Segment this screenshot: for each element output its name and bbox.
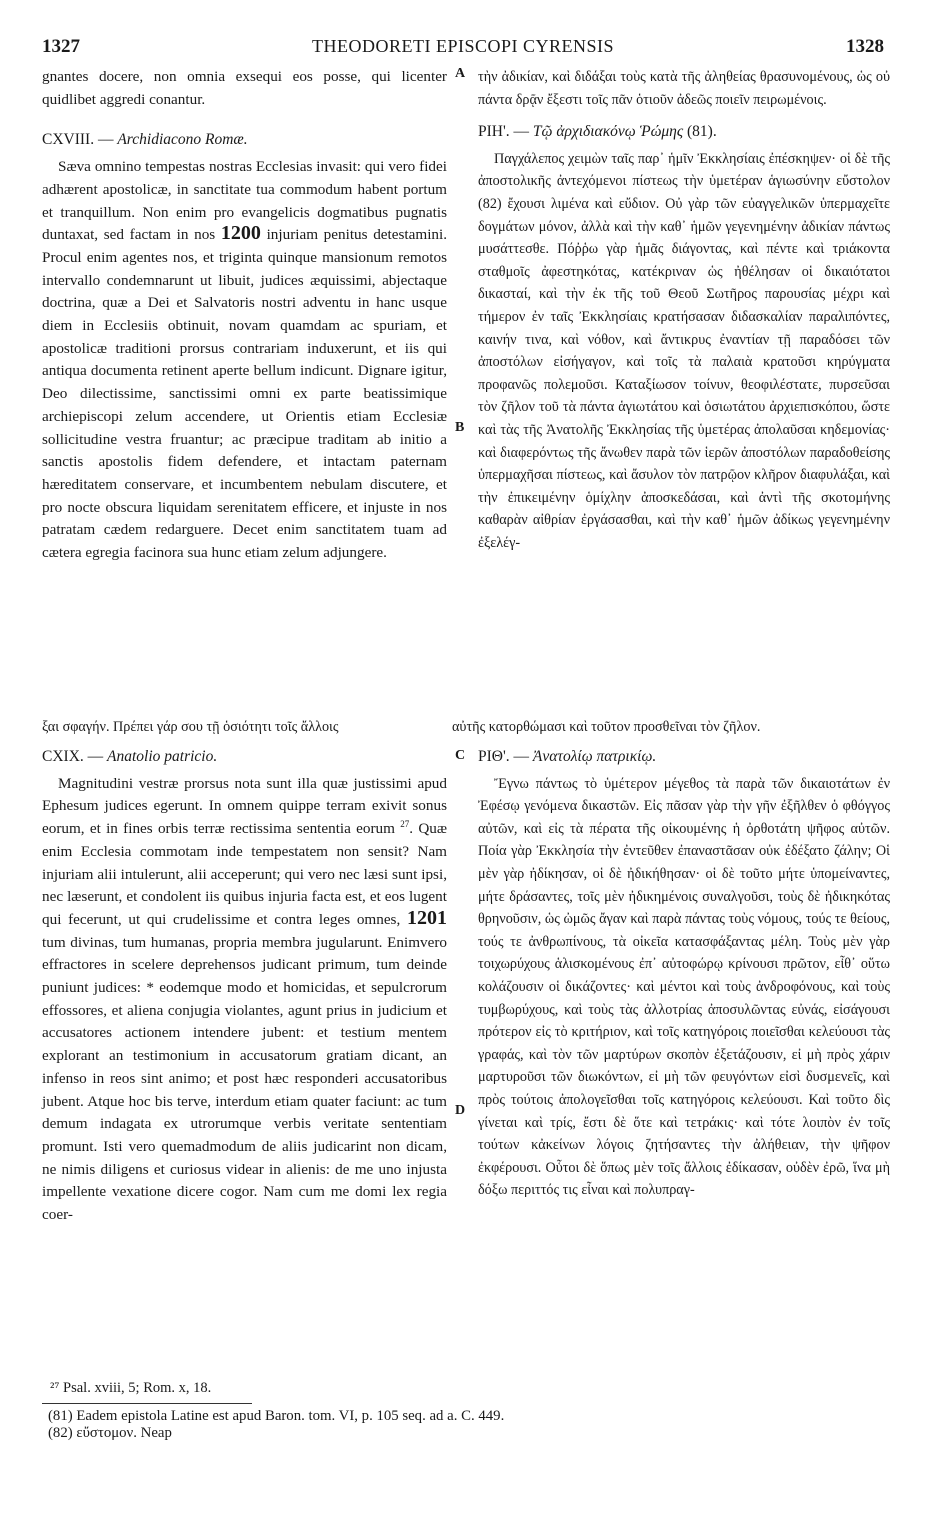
heading-number: CXVIII. —	[42, 131, 114, 149]
spill-right: αὐτῆς κατορθώμασι καὶ τοῦτον προσθεῖναι τὸν ζῆλον.	[452, 719, 761, 735]
latin-column	[42, 66, 447, 565]
footnote-82: (82) εὔστομον. Neap	[48, 1425, 172, 1441]
greek-column	[478, 66, 890, 554]
latin-heading-cxix	[42, 746, 447, 769]
greek-letter-rith: Ἔγνω πάντως τὸ ὑμέτερον μέγεθος τὰ παρὰ τῶν δικαιοτάτων ἐν Ἐφέσῳ γενόμενα δικαστῶν. Εἰς πᾶσαν γὰρ τὴν γῆν ἐξῆλθεν ὁ φθόγγος αὐτῶν, καὶ εἰς τὰ πέρατα τῆς οἰκουμένης ἡ ὀρθοτάτη ψῆφος αὐτῶν. Ποία γὰρ Ἐκκλησία τὴν ἐντεῦθεν ἐπαναστᾶσαν οὐκ ἐδέξατο ζάλην; Οἱ μὲν γὰρ ἠδίκησαν, οἱ δὲ ἠδικήθησαν· οἱ δὲ τοῦτο μήτε ὑπομείναντες, μήτε δράσαντες, τοῖς μὲν ἠδικημένοις συναλγοῦσι, τοὺς δὲ ἠδικηκότας θρηνοῦσιν, ὡς ὠμῶς ἄγαν καὶ παρὰ πάντας τοὺς νόμους, τούς τε θείους, τούς τε ἀνθρωπίνους, τὰ οἰκεῖα κατασφάξαντας μέλη. Τοὺς μὲν γὰρ τοιχωρύχους ἁλισκομένους ἐπ᾽ αὐτοφώρῳ κρίνουσι πρῶτον, εἶθ᾽ οὕτω κολάζουσιν οἱ δικάζοντες· καὶ μέντοι καὶ τοὺς ἀνδροφόνους, καὶ τοὺς τυμβωρύχους, καὶ τοὺς τὰς ἀλλοτρίας ἀποσυλῶντας εὐνάς, εἰσάγουσι πρότερον εἰς τὸ κριτήριον, καὶ τοῖς κατηγόροις ποιεῖσθαι κελεύουσι τὰς γραφάς, καὶ τὸν τῶν μαρτύρων σκοπὸν ἐξετάζουσιν, εἰ μὴ πρὸς χάριν μαρτυροῦσι τῶν διωκόντων, εἰ μὴ τῶν φευγόντων εἰσὶ δυσμενεῖς, καὶ πρὸς τούτοις ἀπολογεῖσθαι τοῖς κατηγόροις κελεύουσι. Καὶ τοῦτο δὶς γίνεται καὶ τρίς, ἔστι δὲ ὅτε καὶ τετράκις· καὶ τότε λοιπὸν ἐν τοῖς τούτων κἀκείνων λόγοις ζητήσαντες τὴν ἀλήθειαν, τὴν ψῆφον ἐκφέρουσι. Οὗτοι δὲ ὅπως μὲν τοῖς ἄλλοις ἐδίκασαν, οὐδὲν ἐρῶ, ἵνα μὴ δόξω περιττός τις εἶναι καὶ πολυπραγ-	[478, 775, 890, 1199]
greek-heading-rih	[478, 121, 890, 144]
margin-marker-a: A	[455, 66, 466, 81]
note-ref-27: 27	[400, 819, 410, 830]
footnotes	[48, 1408, 848, 1442]
column-number-1200: 1200	[220, 222, 261, 245]
text-run: Sæva omnino tempestas nostras Ecclesias invasit: qui vero fidei adhærent apostolicæ, in sanctitate tua commodum habent portum et tranquillum. Non enim pro evangelicis dogmatibus pugnatis duntaxat, sed factam in nos	[42, 158, 447, 244]
running-title: THEODORETI EPISCOPI CYRENSIS	[311, 36, 615, 56]
heading-title: Ἀνατολίῳ πατρικίῳ.	[532, 748, 657, 765]
page-number-right: 1328	[846, 36, 884, 57]
greek-letter-rih: Παγχάλεπος χειμὼν ταῖς παρ᾽ ἡμῖν Ἐκκλησίαις ἐπέσκηψεν· οἱ δὲ τῆς ἀποστολικῆς ἀντεχόμενοι πίστεως τὴν ὑμετέραν ἁγιωσύνην εὔστολον (82) ἔχουσι λιμένα καὶ εὔδιον. Οὐ γὰρ τῶν εὐαγγελικῶν ὑπερμαχεῖτε δογμάτων μόνον, ἀλλὰ καὶ τὴν καθ᾽ ἡμῶν γεγενημένην ἀδικίαν πάντως μυσάττεσθε. Πόῤῥω γὰρ ἡμᾶς διάγοντας, καὶ πέντε καὶ τριάκοντα σταθμοῖς ἀφεστηκότας, κατέκριναν ὡς ἠθέλησαν οἱ δικαιότατοι δικασταί, καὶ τὴν ἐκ τῆς τοῦ Θεοῦ Σωτῆρος παρουσίας μέχρι καὶ τήμερον ἐν ταῖς Ἐκκλησίαις κρατήσασαν διδασκαλίαν παραλιπόντες, καινήν τινα, καὶ νόθον, καὶ ἄντικρυς ἐναντίαν τῇ παραδόσει τῶν ἀποστόλων εἰσήγαγον, καὶ τοῖς τὰ παλαιὰ κρατοῦσι κηρύγματα προφανῶς πολεμοῦσι. Καταξίωσον τοίνυν, θεοφιλέστατε, πυρσεῦσαι τὸν ζῆλον τοῦ τὰ πάντα ἁγιωτάτου καὶ ὁσιωτάτου ἀρχιεπισκόπου, ὥστε καὶ τὰς τῆς Ἀνατολῆς Ἐκκλησίας τῆς ὑμετέρας ἀπολαῦσαι κηδεμονίας· καὶ διαφερόντως τῆς ἄνωθεν παρὰ τῶν ἱερῶν ἀποστόλων παραδοθείσης ὑπερμαχῆσαι πίστεως, καὶ ἄσυλον τὸν πατρῷον κλῆρον διαφυλάξαι, καὶ τὴν ἐπικειμένην ὁμίχλην ἀποσκεδάσαι, καὶ ἀντὶ τῆς σκοτομήνης καθαρὰν αἰθρίαν ἐργάσασθαι, καὶ τὴν καθ᾽ ἡμῶν ἀδίκως γεγενημένην ἐξελέγ-	[478, 150, 890, 551]
margin-marker-d: D	[455, 1103, 466, 1118]
footnote-scripture: ²⁷ Psal. xviii, 5; Rom. x, 18.	[50, 1380, 212, 1396]
greek-heading-rith	[478, 746, 890, 769]
heading-note-ref: (81).	[687, 123, 717, 141]
heading-number: CXIX. —	[42, 748, 104, 765]
footnote-divider	[42, 1403, 252, 1404]
running-header	[42, 36, 884, 60]
latin-heading-cxviii	[42, 129, 447, 152]
latin-letter-cxviii	[42, 156, 447, 565]
text-run: tum divinas, tum humanas, propria membra jugularunt. Enimvero effractores in scelere deprehensos judicant primum, tum deinde puniunt judices: * eodemque modo et homicidas, et sepulcrorum effossores, et aliena conjugia violantes, agunt prius in judicium et accusatores actionem intendere jubent: et testium mentem explorant an testimonium in accusatorum gratiam dicant, an infenso in reos sint animo; et post hæc responderi accusatoribus jubent. Atque hoc bis terve, interdum etiam quater faciunt: ac tum demum indagata ex utrorumque verbis veritate sententiam promunt. Isti vero quemadmodum de aliis judicarint non dicam, ne nimis diligens et curiosus videar in alienis: de me uno injusta impellente vexatione dicere cogor. Nam cum me domi lex regia coer-	[42, 933, 447, 1224]
heading-title: Archidiacono Romæ.	[117, 131, 248, 149]
spill-left: ξαι σφαγήν. Πρέπει γάρ σου τῇ ὁσιότητι τοῖς ἄλλοις	[42, 719, 339, 735]
column-number-1201: 1201	[407, 906, 448, 929]
text-run: . Quæ enim Ecclesia commotam inde tempestatem non sensit? Nam injuriam alii intulerunt, alii acceperunt; qui vero nec læsi sunt ipsi, nec læserunt, et condolent iis quibus injuria facta est, et eos lugent qui fecerunt, ut qui crudelissime et contra leges omnes,	[42, 820, 448, 928]
latin-letter-cxix	[42, 773, 447, 1227]
heading-number: ΡΙΗ'. —	[478, 123, 530, 141]
page-number-left: 1327	[42, 36, 80, 57]
footnote-81: (81) Eadem epistola Latine est apud Baron. tom. VI, p. 105 seq. ad a. C. 449.	[48, 1408, 505, 1424]
margin-marker-b: B	[455, 420, 465, 435]
text-run: Magnitudini vestræ prorsus nota sunt illa quæ justissimi apud Ephesum judices egerunt. In omnem quippe terram exivit sonus eorum, et in fines orbis terræ rectissima sententia eorum	[42, 774, 447, 838]
heading-title: Τῷ ἀρχιδιακόνῳ Ῥώμης	[532, 123, 684, 141]
margin-marker-c: C	[455, 748, 466, 763]
spanning-line	[42, 716, 890, 738]
latin-column-2	[42, 746, 447, 1227]
greek-column-2	[478, 746, 890, 1202]
greek-intro: τὴν ἀδικίαν, καὶ διδάξαι τοὺς κατὰ τῆς ἀληθείας θρασυνομένους, ὡς οὐ πάντα δρᾷν ἔξεστι τοῖς πᾶν ὁτιοῦν ἀδεῶς ποιεῖν πειρωμένοις.	[478, 69, 890, 108]
heading-number: ΡΙΘ'. —	[478, 748, 530, 765]
text-run: injuriam penitus detestamini. Procul enim agentes nos, et triginta quinque mansionum remotos intervallo condemnarunt ut libuit, judices æquissimi, abjectaque doctrina, quæ a Dei et Salvatoris nostri adventu in hanc usque diem in Ecclesiis obtinuit, novam quamdam ac spuriam, et apostolicæ traditioni prorsus contrariam induxerunt, et iis qui antiqua documenta retinent aperte bellum indicunt. Dignare igitur, Deo dilectissime, sanctissimi omni ex parte beatissimique archiepiscopi zelum accendere, ut Orientis etiam Ecclesiæ sollicitudine vestra fruantur; ac præcipue traditam ab initio a sanctis apostolis fidem defendere, et intactam paternam hæreditatem conservare, et incumbentem nebulam discutere, et pro nocte obscura liquidam serenitatem efficere, et injuste in nos patratam cædem redarguere. Decet enim sanctitatem tuam ad cætera egregia facinora sua hunc etiam zelum adjungere.	[42, 226, 448, 562]
heading-title: Anatolio patricio.	[107, 748, 218, 765]
latin-intro: gnantes docere, non omnia exsequi eos posse, qui licenter quidlibet aggredi conantur.	[42, 68, 447, 108]
